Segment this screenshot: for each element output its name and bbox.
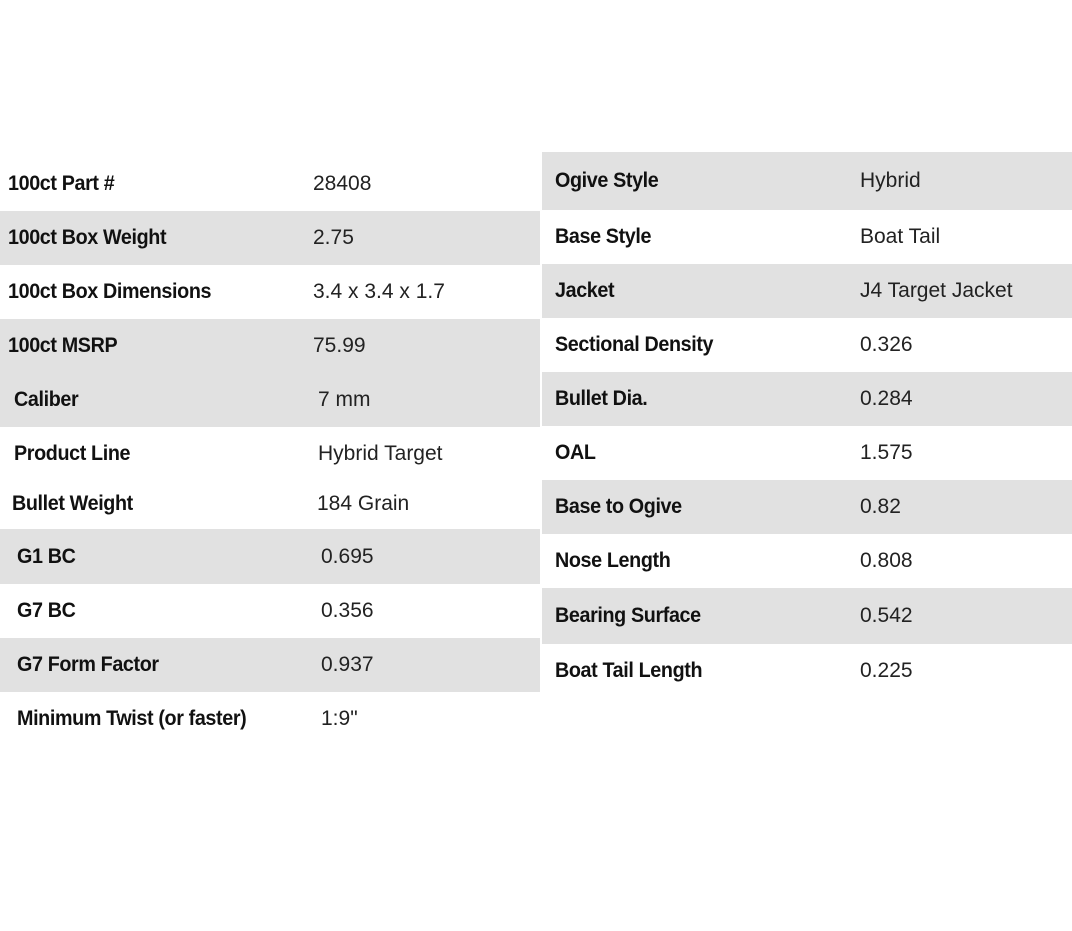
spec-row-oal <box>542 426 1072 480</box>
spec-row-sectional-density <box>542 318 1072 372</box>
spec-label: Jacket <box>555 279 615 302</box>
spec-label: Sectional Density <box>555 333 714 356</box>
spec-label: Ogive Style <box>555 169 659 192</box>
spec-label: Bearing Surface <box>555 604 701 627</box>
spec-label: G7 Form Factor <box>17 653 159 676</box>
spec-row-g7-form-factor <box>0 638 540 692</box>
spec-value: 0.937 <box>321 653 374 676</box>
spec-row-g1-bc <box>0 529 540 584</box>
spec-value: 0.326 <box>860 333 913 356</box>
spec-value: Hybrid Target <box>318 442 443 465</box>
spec-label: Bullet Dia. <box>555 387 648 410</box>
spec-value: 3.4 x 3.4 x 1.7 <box>313 280 445 303</box>
spec-value: 0.284 <box>860 387 913 410</box>
spec-row-base-to-ogive <box>542 480 1072 534</box>
spec-value: Hybrid <box>860 169 921 192</box>
spec-label: G7 BC <box>17 599 76 622</box>
spec-value: 0.695 <box>321 544 374 568</box>
spec-value: 1:9" <box>321 707 358 730</box>
spec-row-jacket <box>542 264 1072 318</box>
spec-row-box-weight <box>0 211 540 265</box>
spec-row-base-style <box>542 210 1072 264</box>
spec-label: Product Line <box>14 442 131 465</box>
spec-value: 7 mm <box>318 388 371 411</box>
spec-value: 2.75 <box>313 226 354 249</box>
right-spec-table <box>542 152 1072 692</box>
spec-row-box-dimensions <box>0 265 540 319</box>
spec-label: 100ct Box Dimensions <box>8 280 212 303</box>
spec-row-boat-tail-length <box>542 644 1072 698</box>
spec-value: 1.575 <box>860 441 913 464</box>
spec-value: 0.542 <box>860 604 913 627</box>
spec-label: Base to Ogive <box>555 495 682 518</box>
spec-label: 100ct Box Weight <box>8 226 167 249</box>
spec-value: 184 Grain <box>317 492 410 515</box>
spec-label: Bullet Weight <box>12 492 133 515</box>
spec-value: 0.225 <box>860 659 913 682</box>
spec-row-bullet-weight <box>0 481 540 527</box>
spec-label: Minimum Twist (or faster) <box>17 707 247 730</box>
spec-label: 100ct MSRP <box>8 334 118 357</box>
spec-row-minimum-twist <box>0 692 540 746</box>
spec-row-part-number <box>0 157 540 210</box>
spec-value: 75.99 <box>313 334 366 357</box>
spec-row-msrp <box>0 319 540 373</box>
spec-value: 0.82 <box>860 495 901 518</box>
spec-label: Caliber <box>14 388 79 411</box>
spec-value: Boat Tail <box>860 225 941 248</box>
left-spec-table <box>0 157 540 747</box>
spec-value: J4 Target Jacket <box>860 279 1013 302</box>
spec-label: Boat Tail Length <box>555 659 703 682</box>
spec-value: 28408 <box>313 171 372 195</box>
spec-label: 100ct Part # <box>8 171 115 195</box>
spec-row-caliber <box>0 373 540 427</box>
spec-label: G1 BC <box>17 544 76 568</box>
spec-row-bearing-surface <box>542 588 1072 644</box>
spec-value: 0.808 <box>860 549 913 572</box>
spec-row-ogive-style <box>542 152 1072 210</box>
spec-row-nose-length <box>542 534 1072 588</box>
spec-row-bullet-dia <box>542 372 1072 426</box>
spec-value: 0.356 <box>321 599 374 622</box>
spec-label: OAL <box>555 441 596 464</box>
spec-row-product-line <box>0 427 540 481</box>
spec-row-g7-bc <box>0 584 540 638</box>
spec-label: Nose Length <box>555 549 671 572</box>
spec-label: Base Style <box>555 225 652 248</box>
